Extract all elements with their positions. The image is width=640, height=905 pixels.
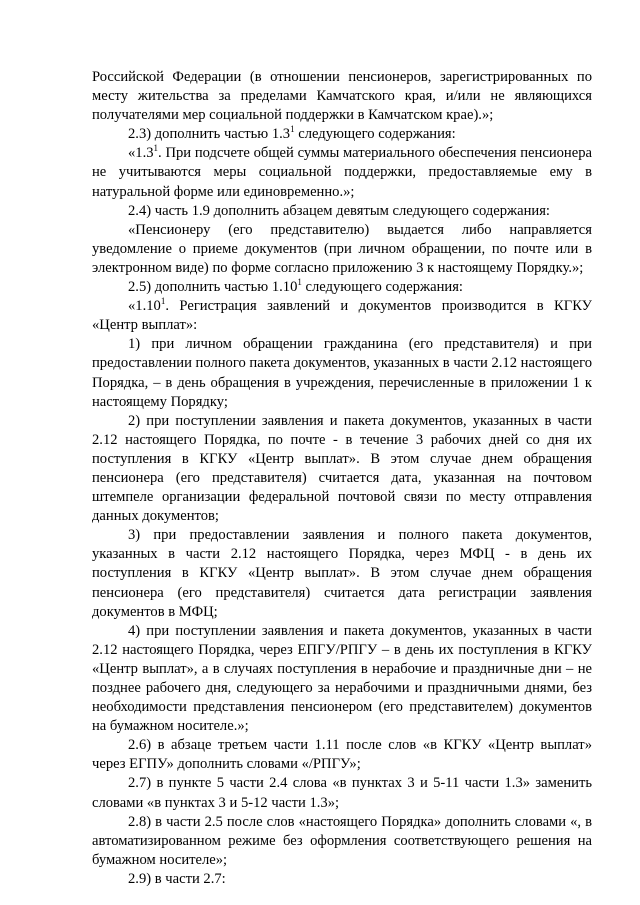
paragraph-2-5: 2.5) дополнить частью 1.10$^1$ следующего содержания: <box>128 277 463 296</box>
paragraph-continuation: Российской Федерации (в отношении пенсионеров, зарегистрированных по месту жительства за пределами Камчатского края, и/или не являющихся получателями мер социальной поддержки в Камчатском крае).»; <box>92 69 592 124</box>
list-item-3: 3) при предоставлении заявления и полного пакета документов, указанных в части 2.12 настоящего Порядка, через МФЦ - в день их поступления в КГКУ «Центр выплат». В этом случае днем обращения пенсионера (его представителя) считается дата регистрации заявления документов в МФЦ; <box>92 527 592 620</box>
paragraph-notification: «Пенсионеру (его представителю) выдается либо направляется уведомление о приеме документов (при личном обращении, по почте или в электронном виде) по форме согласно приложению 3 к настоящему Порядку.»; <box>92 221 592 276</box>
paragraph-2-3: 2.3) дополнить частью $1.3^1$ следующего содержания: <box>128 124 456 143</box>
list-item-1: 1) при личном обращении гражданина (его представителя) и при предоставлении полного пакета документов, указанных в части 2.12 настоящего Порядка, – в день обращения в учреждения, перечисленные в приложении 1 к настоящему Порядку; <box>92 336 592 410</box>
paragraph-2-7: 2.7) в пункте 5 части 2.4 слова «в пунктах 3 и 5-11 части 1.3» заменить словами «в пунктах 3 и 5-12 части 1.3»; <box>92 775 592 811</box>
paragraph-1-3-1-text: «$1.3^1$. При подсчете общей суммы материального обеспечения пенсионера не учитываются меры социальной поддержки, предоставляемые ему в натуральной форме или единовременно.»; <box>92 143 592 200</box>
list-item-2: 2) при поступлении заявления и пакета документов, указанных в части 2.12 настоящего Порядка, по почте - в течение 3 рабочих дней со дня их поступления в КГКУ «Центр выплат». В этом случае днем обращения пенсионера (его представителя) считается дата, указанная на почтовом штемпеле организации федеральной почтовой связи по месту отправления данных документов; <box>92 412 592 525</box>
paragraph-1-10-1-text: «1.10$^1$. Регистрация заявлений и документов производится в КГКУ «Центр выплат»: <box>92 296 592 334</box>
paragraph-2-8: 2.8) в части 2.5 после слов «настоящего Порядка» дополнить словами «, в автоматизированном режиме без оформления соответствующего решения на бумажном носителе»; <box>92 813 592 868</box>
paragraph-2-9: 2.9) в части 2.7: <box>128 870 226 887</box>
list-item-4: 4) при поступлении заявления и пакета документов, указанных в части 2.12 настоящего Порядка, через ЕПГУ/РПГУ – в день их поступления в КГКУ «Центр выплат», а в случаях поступления в нерабочие и праздничные дни – не позднее рабочего дня, следующего за нерабочими и праздничными днями, без необходимости представления пенсионером (его представителем) документов на бумажном носителе.»; <box>92 622 592 735</box>
paragraph-2-4: 2.4) часть 1.9 дополнить абзацем девятым следующего содержания: <box>128 202 550 219</box>
paragraph-2-6: 2.6) в абзаце третьем части 1.11 после слов «в КГКУ «Центр выплат» через ЕГПУ» дополнить словами «/РПГУ»; <box>92 737 592 773</box>
